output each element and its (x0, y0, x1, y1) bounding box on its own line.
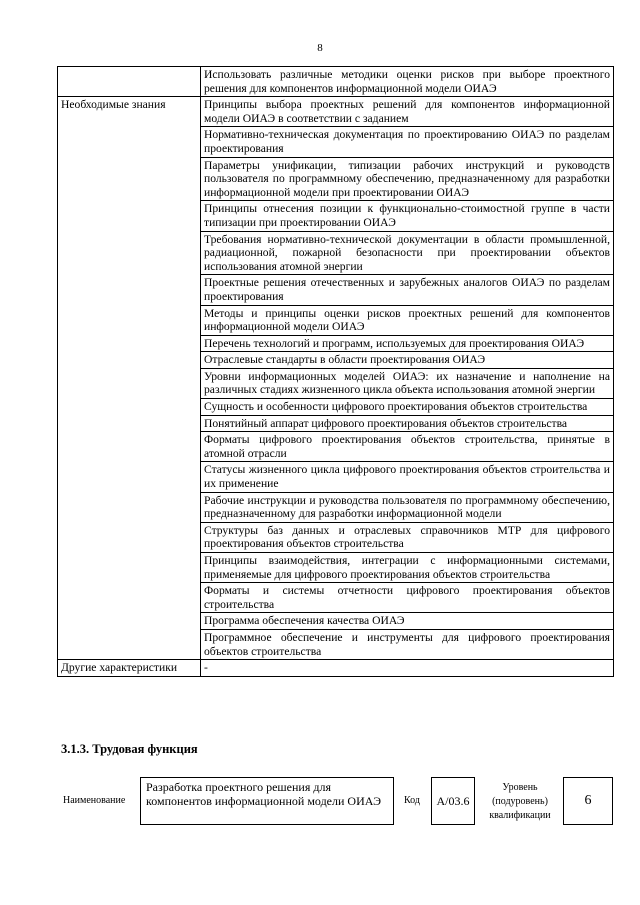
table-row (58, 368, 614, 398)
row-value-cell: Рабочие инструкции и руководства пользователя по программному обеспечению, предназначенному для разработки информационной модели (201, 492, 614, 522)
row-value-cell: Уровни информационных моделей ОИАЭ: их назначение и наполнение на различных стадиях жизненного цикла объекта использования атомной энергии (201, 368, 614, 398)
row-value-cell: Параметры унификации, типизации рабочих инструкций и руководств пользователя по программному обеспечению, предназначенному для разработки информационной модели при проектировании ОИАЭ (201, 157, 614, 201)
table-row (58, 583, 614, 613)
row-value-cell: Программа обеспечения качества ОИАЭ (201, 613, 614, 630)
table-row (58, 415, 614, 432)
qualification-level-box: 6 (563, 777, 613, 825)
row-key-cell (58, 522, 201, 552)
row-key-cell (58, 352, 201, 369)
row-key-cell (58, 368, 201, 398)
row-key-cell (58, 157, 201, 201)
row-key-cell (58, 613, 201, 630)
requirements-table (57, 66, 614, 677)
row-key-cell (58, 462, 201, 492)
function-code-box: А/03.6 (431, 777, 475, 825)
row-value-cell: Понятийный аппарат цифрового проектирования объектов строительства (201, 415, 614, 432)
table-row (58, 97, 614, 127)
table-row (58, 613, 614, 630)
table-row (58, 553, 614, 583)
row-key-cell: Другие характеристики (58, 660, 201, 677)
name-label: Наименование (63, 795, 126, 806)
row-value-cell: Использовать различные методики оценки рисков при выборе проектного решения для компонентов информационной модели ОИАЭ (201, 67, 614, 97)
row-value-cell: Нормативно-техническая документация по проектированию ОИАЭ по разделам проектирования (201, 127, 614, 157)
table-row (58, 67, 614, 97)
table-row (58, 492, 614, 522)
row-value-cell: Перечень технологий и программ, используемых для проектирования ОИАЭ (201, 335, 614, 352)
row-key-cell (58, 305, 201, 335)
qualification-level-label: Уровень (подуровень) квалификации (489, 782, 551, 821)
row-key-cell (58, 432, 201, 462)
row-key-cell: Необходимые знания (58, 97, 201, 127)
table-row (58, 399, 614, 416)
row-value-cell: Отраслевые стандарты в области проектирования ОИАЭ (201, 352, 614, 369)
table-row (58, 157, 614, 201)
row-value-cell: Структуры баз данных и отраслевых справочников МТР для цифрового проектирования объектов строительства (201, 522, 614, 552)
table-row (58, 660, 614, 677)
table-row (58, 352, 614, 369)
table-row (58, 335, 614, 352)
row-value-cell: Принципы отнесения позиции к функционально-стоимостной группе в части типизации при проектировании ОИАЭ (201, 201, 614, 231)
table-row (58, 432, 614, 462)
page-number: 8 (317, 42, 323, 54)
row-key-cell (58, 583, 201, 613)
row-key-cell (58, 201, 201, 231)
row-key-cell (58, 127, 201, 157)
row-value-cell: Требования нормативно-технической документации в области промышленной, радиационной, пожарной безопасности при проектировании объектов использования атомной энергии (201, 231, 614, 275)
table-row (58, 201, 614, 231)
row-key-cell (58, 67, 201, 97)
table-row (58, 305, 614, 335)
row-key-cell (58, 275, 201, 305)
table-row (58, 462, 614, 492)
table-row (58, 127, 614, 157)
row-value-cell: Принципы выбора проектных решений для компонентов информационной модели ОИАЭ в соответствии с заданием (201, 97, 614, 127)
row-value-cell: Проектные решения отечественных и зарубежных аналогов ОИАЭ по разделам проектирования (201, 275, 614, 305)
row-value-cell: Форматы и системы отчетности цифрового проектирования объектов строительства (201, 583, 614, 613)
row-value-cell: Программное обеспечение и инструменты для цифрового проектирования объектов строительства (201, 629, 614, 659)
row-value-cell: - (201, 660, 614, 677)
table-row (58, 231, 614, 275)
table-row (58, 522, 614, 552)
row-key-cell (58, 335, 201, 352)
function-name-box: Разработка проектного решения для компонентов информационной модели ОИАЭ (140, 777, 394, 825)
row-value-cell: Сущность и особенности цифрового проектирования объектов строительства (201, 399, 614, 416)
row-key-cell (58, 492, 201, 522)
row-key-cell (58, 399, 201, 416)
section-heading: 3.1.3. Трудовая функция (61, 742, 198, 756)
table-row (58, 629, 614, 659)
row-value-cell: Принципы взаимодействия, интеграции с информационными системами, применяемые для цифрового проектирования объектов строительства (201, 553, 614, 583)
row-value-cell: Статусы жизненного цикла цифрового проектирования объектов строительства и их применение (201, 462, 614, 492)
row-key-cell (58, 629, 201, 659)
row-value-cell: Методы и принципы оценки рисков проектных решений для компонентов информационной модели ОИАЭ (201, 305, 614, 335)
table-row (58, 275, 614, 305)
row-value-cell: Форматы цифрового проектирования объектов строительства, принятые в атомной отрасли (201, 432, 614, 462)
row-key-cell (58, 231, 201, 275)
row-key-cell (58, 553, 201, 583)
row-key-cell (58, 415, 201, 432)
code-label: Код (404, 795, 420, 806)
